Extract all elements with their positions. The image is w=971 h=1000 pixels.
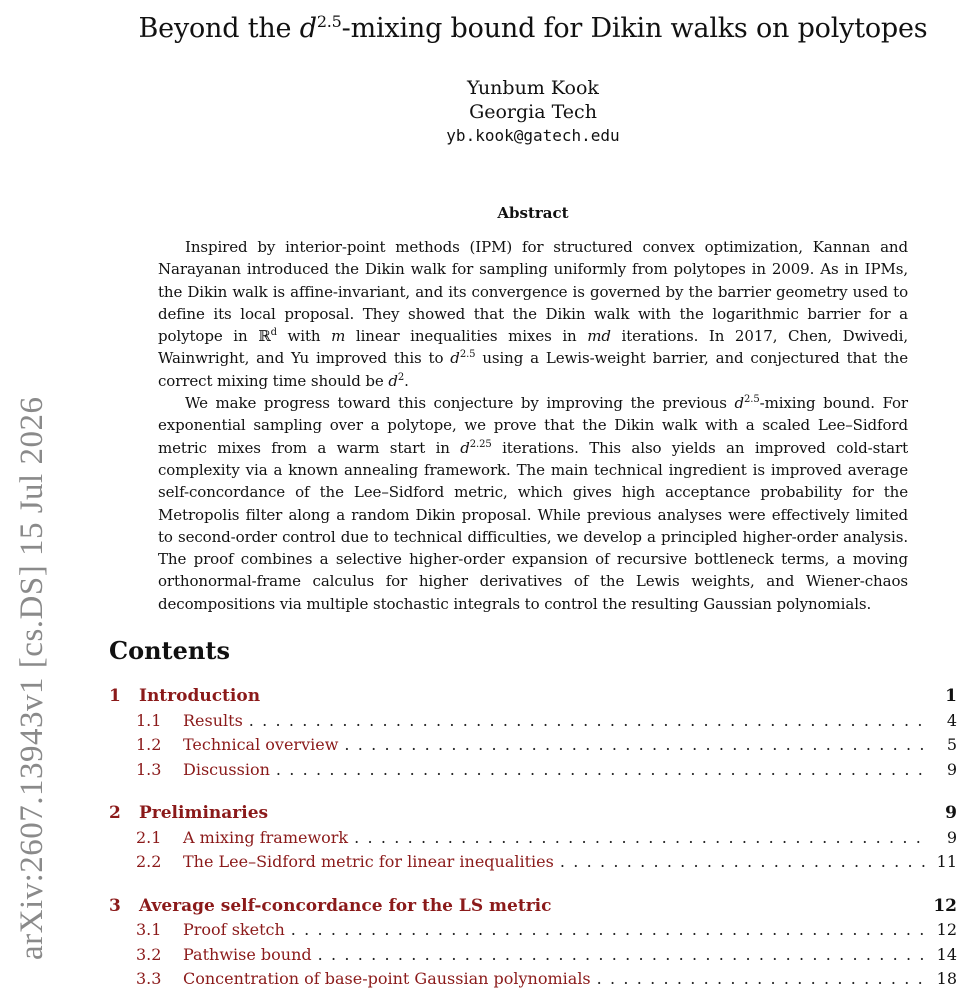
toc-section-label[interactable]: Average self-concordance for the LS metric [139, 895, 552, 916]
toc-subsection-label[interactable]: Concentration of base-point Gaussian polynomials [183, 969, 591, 988]
toc-subsection-entry[interactable] [109, 920, 957, 945]
table-of-contents [109, 686, 957, 994]
toc-dot-leader [344, 735, 929, 754]
toc-page-number: 18 [936, 969, 957, 988]
toc-page-number: 9 [946, 827, 957, 847]
toc-section-entry[interactable] [109, 803, 957, 828]
abstract-body [158, 236, 908, 615]
contents-heading: Contents [109, 636, 230, 665]
toc-subsection-number: 3.3 [136, 969, 162, 988]
toc-page-number: 4 [946, 710, 957, 730]
toc-dot-leader [354, 828, 929, 847]
toc-section-number: 3 [109, 895, 121, 916]
toc-dot-leader [276, 760, 929, 779]
toc-subsection-label[interactable]: A mixing framework [183, 827, 349, 847]
toc-subsection-number: 3.2 [136, 944, 162, 964]
toc-page-number: 12 [933, 895, 957, 916]
toc-section-label[interactable]: Introduction [139, 686, 261, 706]
toc-subsection-number: 2.1 [136, 827, 162, 847]
author-affiliation: Georgia Tech [469, 101, 597, 123]
author-name: Yunbum Kook [467, 77, 599, 99]
toc-page-number: 1 [945, 686, 957, 706]
toc-section-number: 2 [109, 803, 121, 823]
abstract-heading: Abstract [497, 204, 569, 222]
title-exponent: 2.5 [316, 12, 342, 31]
toc-subsection-label[interactable]: Discussion [183, 759, 270, 779]
toc-dot-leader [249, 711, 929, 730]
toc-subsection-number: 1.2 [136, 735, 162, 754]
toc-subsection-label[interactable]: Pathwise bound [183, 944, 312, 964]
toc-page-number: 9 [945, 803, 957, 823]
toc-page-number: 12 [936, 920, 957, 939]
paper-title [110, 12, 956, 44]
toc-subsection-number: 3.1 [136, 920, 162, 939]
toc-subsection-entry[interactable] [109, 969, 957, 994]
author-email[interactable]: yb.kook@gatech.edu [446, 126, 620, 145]
title-variable: d [299, 13, 317, 44]
toc-subsection-label[interactable]: Results [183, 710, 243, 730]
toc-page-number: 14 [936, 944, 957, 964]
toc-subsection-label[interactable]: The Lee–Sidford metric for linear inequalities [183, 852, 554, 871]
toc-subsection-entry[interactable] [109, 852, 957, 877]
title-suffix: -mixing bound for Dikin walks on polytopes [341, 13, 928, 44]
arxiv-identifier-stamp: arXiv:2607.13943v1 [cs.DS] 15 Jul 2026 [14, 396, 50, 960]
toc-dot-leader [597, 969, 929, 988]
title-prefix: Beyond the [138, 13, 300, 44]
toc-dot-leader [291, 920, 929, 939]
toc-subsection-entry[interactable] [109, 735, 957, 760]
toc-section-entry[interactable] [109, 686, 957, 711]
author-block [110, 76, 956, 148]
toc-subsection-entry[interactable] [109, 945, 957, 970]
abstract-paragraph-1: Inspired by interior-point methods (IPM) for structured convex optimization, Kannan and Narayanan introduced the Dikin walk for sampling uniformly from polytopes in 2009. As in IPMs, the Dikin walk is affine-invariant, and its convergence is governed by the barrier geometry used to define its local proposal. They showed that the Dikin walk with the logarithmic barrier for a polytope in ℝ$^d$ with m linear inequalities mixes in md iterations. In 2017, Chen, Dwivedi, Wainwright, and Yu improved this to $d^{2.5}$ using a Lewis-weight barrier, and conjectured that the correct mixing time should be $d^2$. [158, 238, 908, 390]
toc-page-number: 9 [946, 759, 957, 779]
toc-subsection-number: 2.2 [136, 852, 162, 871]
toc-subsection-entry[interactable] [109, 828, 957, 853]
toc-subsection-entry[interactable] [109, 760, 957, 785]
toc-subsection-number: 1.3 [136, 759, 162, 779]
toc-subsection-number: 1.1 [136, 710, 162, 730]
toc-subsection-label[interactable]: Technical overview [183, 735, 339, 754]
toc-subsection-label[interactable]: Proof sketch [183, 920, 285, 939]
toc-section-entry[interactable] [109, 896, 957, 921]
toc-section-label[interactable]: Preliminaries [139, 803, 269, 823]
toc-page-number: 11 [936, 852, 957, 871]
toc-subsection-entry[interactable] [109, 711, 957, 736]
toc-dot-leader [318, 945, 929, 964]
abstract-paragraph-2: We make progress toward this conjecture by improving the previous $d^{2.5}$-mixing bound. For exponential sampling over a polytope, we prove that the Dikin walk with a scaled Lee–Sidford metric mixes from a warm start in $d^{2.25}$ iterations. This also yields an improved cold-start complexity via a known annealing framework. The main technical ingredient is improved average self-concordance of the Lee–Sidford metric, which gives high acceptance probability for the Metropolis filter along a random Dikin proposal. While previous analyses were effectively limited to second-order control due to technical difficulties, we develop a principled higher-order analysis. The proof combines a selective higher-order expansion of recursive bottleneck terms, a moving orthonormal-frame calculus for higher derivatives of the Lewis weights, and Wiener-chaos decompositions via multiple stochastic integrals to control the resulting Gaussian polynomials. [158, 394, 908, 613]
toc-section-number: 1 [109, 686, 121, 706]
toc-page-number: 5 [946, 735, 957, 754]
toc-dot-leader [560, 852, 929, 871]
